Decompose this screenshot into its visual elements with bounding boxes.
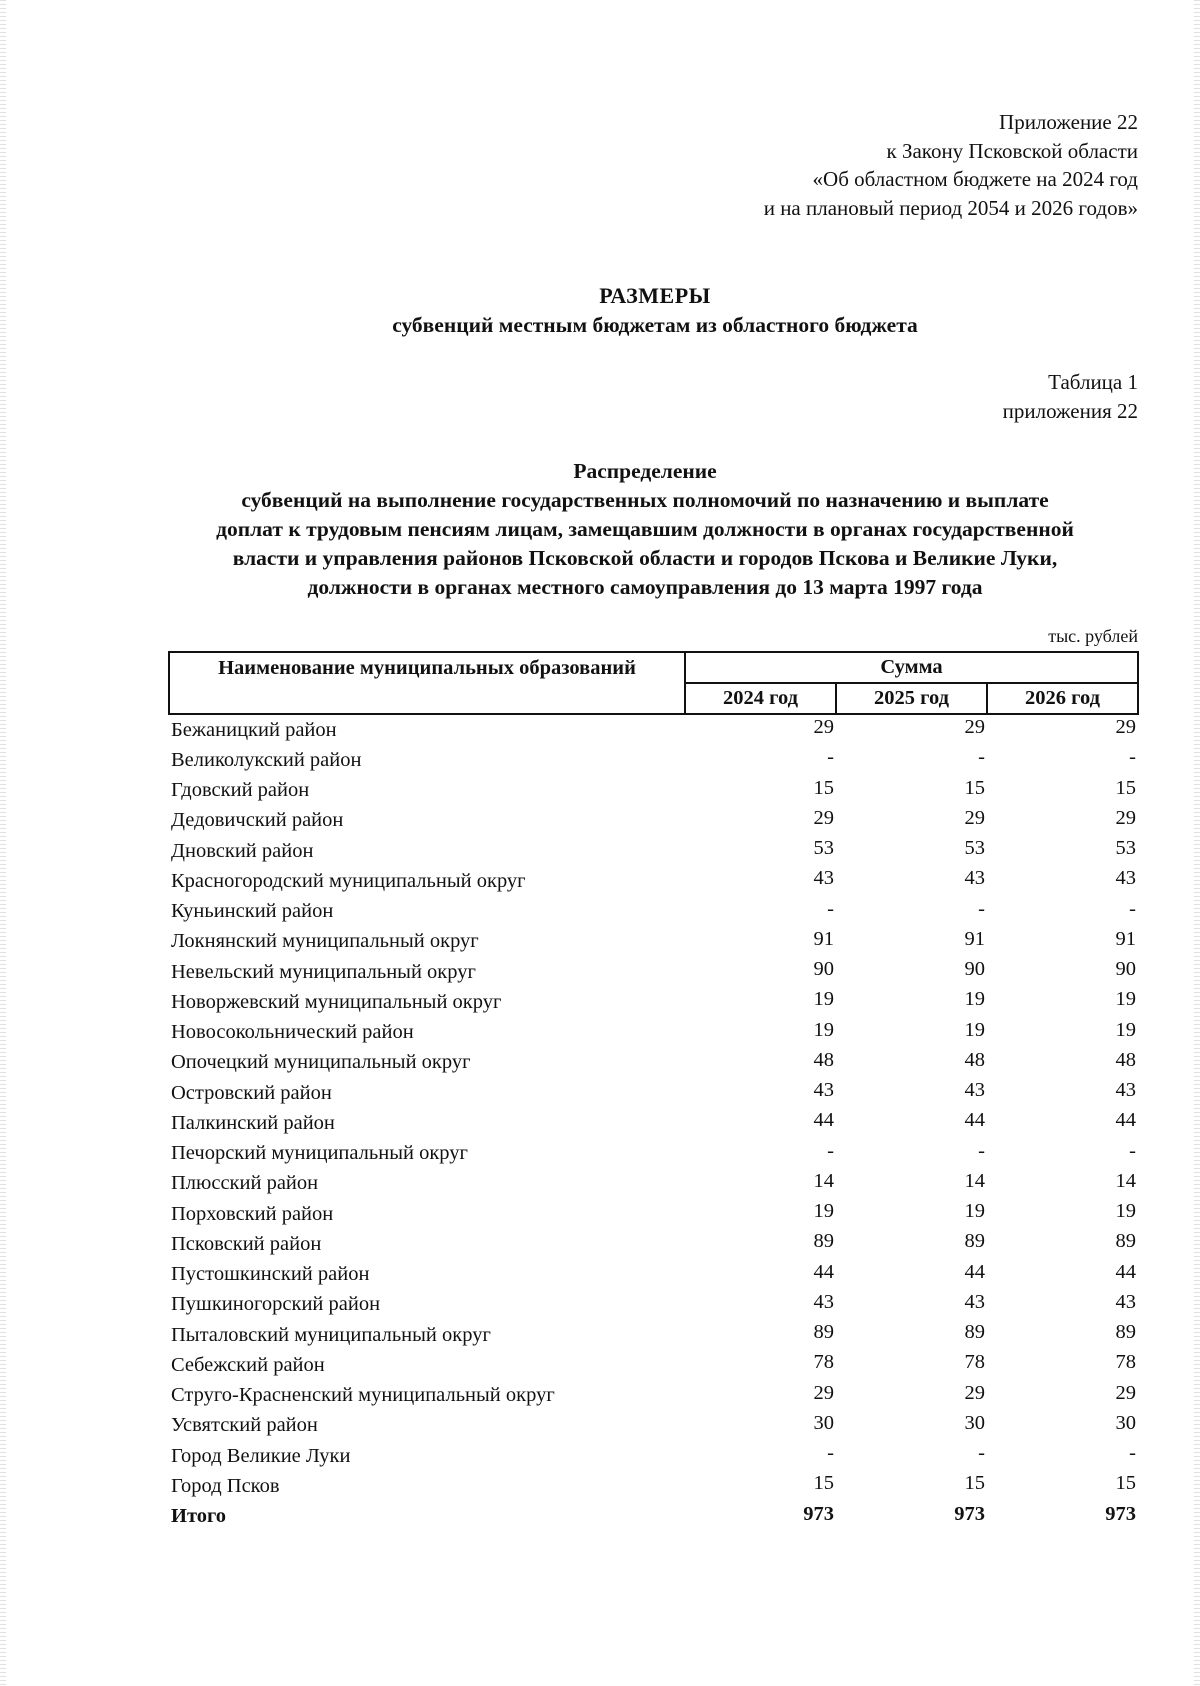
row-value-2026: 29 <box>1115 1381 1136 1404</box>
table-row <box>169 1199 1138 1229</box>
row-value-2024: 19 <box>813 988 834 1011</box>
table-row <box>169 1139 1138 1169</box>
row-value-2024: 90 <box>813 958 834 980</box>
table-row <box>169 1229 1138 1259</box>
row-value-2024: 91 <box>813 927 834 950</box>
table-total-row <box>169 1502 1138 1532</box>
row-value-2026: - <box>1129 897 1136 920</box>
row-value-2025: 14 <box>964 1169 985 1192</box>
row-value-2026: 44 <box>1115 1260 1136 1283</box>
row-value-2024: 43 <box>813 1079 834 1101</box>
distribution-heading <box>150 457 1140 602</box>
table-reference <box>1003 368 1138 425</box>
row-value-2026: 89 <box>1115 1321 1136 1343</box>
appendix-line-1: Приложение 22 <box>999 110 1138 134</box>
row-name: Опочецкий муниципальный округ <box>171 1051 471 1074</box>
row-name: Куньинский район <box>171 900 334 923</box>
row-value-2025: 15 <box>964 1472 985 1495</box>
row-value-2026: 14 <box>1115 1169 1136 1192</box>
table-row <box>169 714 1138 745</box>
row-value-2024: 43 <box>813 1290 834 1313</box>
table-ref-line-1: Таблица 1 <box>1048 370 1138 394</box>
row-value-2024: 48 <box>813 1048 834 1071</box>
row-value-2025: 15 <box>964 776 985 799</box>
row-value-2025: - <box>978 1139 985 1162</box>
total-value-2026: 973 <box>1105 1502 1136 1525</box>
row-value-2026: 90 <box>1115 958 1136 980</box>
row-value-2024: 89 <box>813 1230 834 1253</box>
row-value-2024: 29 <box>813 716 834 738</box>
row-value-2024: - <box>827 746 834 769</box>
row-value-2026: 53 <box>1115 837 1136 859</box>
row-value-2025: 43 <box>964 1290 985 1313</box>
appendix-reference <box>764 108 1138 222</box>
row-value-2026: 29 <box>1115 806 1136 829</box>
appendix-line-3: «Об областном бюджете на 2024 год <box>812 167 1138 191</box>
row-value-2025: 44 <box>964 1109 985 1132</box>
row-name: Локнянский муниципальный округ <box>171 930 479 953</box>
row-value-2024: 30 <box>813 1411 834 1434</box>
row-name: Гдовский район <box>171 779 310 802</box>
row-name: Палкинский район <box>171 1111 335 1134</box>
row-value-2025: 30 <box>964 1411 985 1434</box>
scan-edge-left <box>0 0 6 1686</box>
row-name: Невельский муниципальный округ <box>171 960 476 983</box>
appendix-line-4: и на плановый период 2054 и 2026 годов» <box>763 195 1138 220</box>
row-value-2025: 29 <box>964 806 985 829</box>
row-value-2025: 44 <box>964 1260 985 1283</box>
row-name: Город Псков <box>171 1474 280 1497</box>
header-municipality: Наименование муниципальных образований <box>169 652 685 714</box>
row-value-2024: 44 <box>813 1109 834 1132</box>
row-value-2024: 15 <box>813 776 834 799</box>
row-value-2026: 78 <box>1115 1351 1136 1374</box>
row-value-2025: - <box>978 1442 985 1464</box>
row-name: Дедовичский район <box>171 809 344 832</box>
row-name: Великолукский район <box>171 748 362 771</box>
total-value-2025: 973 <box>954 1502 985 1525</box>
row-value-2024: 29 <box>813 1381 834 1404</box>
table-row <box>169 1018 1138 1048</box>
row-value-2025: 89 <box>964 1230 985 1253</box>
row-name: Новосокольнический район <box>171 1021 414 1044</box>
row-value-2025: 29 <box>964 716 985 738</box>
table-row <box>169 1441 1138 1471</box>
table-row <box>169 1411 1138 1441</box>
row-value-2024: - <box>827 1442 834 1464</box>
row-value-2026: 91 <box>1115 927 1136 950</box>
total-label: Итого <box>171 1505 227 1528</box>
table-row <box>169 957 1138 987</box>
header-year-2025: 2025 год <box>836 683 987 714</box>
row-value-2025: 78 <box>964 1351 985 1374</box>
row-name: Псковский район <box>171 1232 322 1255</box>
table-row <box>169 927 1138 957</box>
row-value-2025: 89 <box>964 1321 985 1343</box>
distribution-line-2: субвенций на выполнение государственных полномочий по назначению и выплате <box>241 488 1049 512</box>
table-header-row <box>169 652 1138 683</box>
row-value-2026: 19 <box>1115 988 1136 1011</box>
row-value-2024: 19 <box>813 1018 834 1041</box>
table-row <box>169 1048 1138 1078</box>
row-value-2026: 15 <box>1115 1472 1136 1495</box>
row-value-2025: 53 <box>964 837 985 859</box>
table-row <box>169 776 1138 806</box>
subvention-table <box>168 651 1139 1532</box>
row-value-2025: 43 <box>964 1079 985 1101</box>
table-row <box>169 1108 1138 1138</box>
row-value-2026: 19 <box>1115 1018 1136 1041</box>
row-name: Печорский муниципальный округ <box>171 1142 468 1165</box>
row-value-2025: 19 <box>964 988 985 1011</box>
row-value-2025: 91 <box>964 927 985 950</box>
distribution-line-3: доплат к трудовым пенсиям лицам, замещавшим должности в органах государственной <box>216 517 1074 541</box>
row-value-2024: 78 <box>813 1351 834 1374</box>
row-value-2025: 19 <box>964 1200 985 1222</box>
row-name: Пыталовский муниципальный округ <box>171 1323 491 1346</box>
row-value-2026: - <box>1129 746 1136 769</box>
appendix-line-2: к Закону Псковской области <box>886 138 1138 163</box>
table-row <box>169 987 1138 1017</box>
table-row <box>169 1078 1138 1108</box>
row-value-2026: - <box>1129 1139 1136 1162</box>
row-name: Струго-Красненский муниципальный округ <box>171 1384 555 1407</box>
row-value-2024: 29 <box>813 806 834 829</box>
row-value-2026: - <box>1129 1442 1136 1464</box>
row-name: Бежаницкий район <box>171 718 337 741</box>
row-value-2025: - <box>978 897 985 920</box>
units-label: тыс. рублей <box>1048 626 1138 646</box>
table-row <box>169 806 1138 836</box>
table-row <box>169 1320 1138 1350</box>
row-name: Порховский район <box>171 1202 334 1225</box>
distribution-line-1: Распределение <box>573 459 717 483</box>
row-name: Себежский район <box>171 1353 325 1376</box>
row-value-2025: 90 <box>964 958 985 980</box>
row-value-2026: 43 <box>1115 867 1136 890</box>
table-row <box>169 1290 1138 1320</box>
row-name: Островский район <box>171 1081 332 1104</box>
row-value-2024: 19 <box>813 1200 834 1222</box>
row-value-2026: 43 <box>1115 1290 1136 1313</box>
row-value-2026: 29 <box>1115 716 1136 738</box>
table-row <box>169 866 1138 896</box>
row-value-2026: 44 <box>1115 1109 1136 1132</box>
row-value-2026: 15 <box>1115 776 1136 799</box>
table-ref-line-2: приложения 22 <box>1002 398 1138 423</box>
row-value-2026: 19 <box>1115 1200 1136 1222</box>
row-value-2024: - <box>827 1139 834 1162</box>
table-row <box>169 1260 1138 1290</box>
row-value-2026: 48 <box>1115 1048 1136 1071</box>
row-value-2025: 19 <box>964 1018 985 1041</box>
table-row <box>169 897 1138 927</box>
row-value-2025: 29 <box>964 1381 985 1404</box>
header-sum: Сумма <box>685 652 1138 683</box>
table-row <box>169 1381 1138 1411</box>
row-value-2024: 89 <box>813 1321 834 1343</box>
distribution-line-5: должности в органах местного самоуправления до 13 марта 1997 года <box>307 575 983 599</box>
total-value-2024: 973 <box>803 1502 834 1525</box>
header-year-2026: 2026 год <box>987 683 1138 714</box>
header-year-2024: 2024 год <box>685 683 836 714</box>
row-value-2025: - <box>978 746 985 769</box>
row-value-2024: 53 <box>813 837 834 859</box>
row-value-2024: 43 <box>813 867 834 890</box>
row-value-2024: 15 <box>813 1472 834 1495</box>
table-row <box>169 1471 1138 1501</box>
row-value-2024: 44 <box>813 1260 834 1283</box>
row-value-2026: 89 <box>1115 1230 1136 1253</box>
row-value-2025: 48 <box>964 1048 985 1071</box>
table-row <box>169 1350 1138 1380</box>
table-row <box>169 745 1138 775</box>
row-name: Новоржевский муниципальный округ <box>171 990 502 1013</box>
row-name: Пустошкинский район <box>171 1263 370 1286</box>
scan-edge-right <box>1194 0 1200 1686</box>
table-row <box>169 1169 1138 1199</box>
row-name: Пушкиногорский район <box>171 1293 381 1316</box>
distribution-line-4: власти и управления районов Псковской области и городов Пскова и Великие Луки, <box>232 546 1058 570</box>
row-name: Усвятский район <box>171 1414 318 1437</box>
row-value-2026: 43 <box>1115 1079 1136 1101</box>
document-title: РАЗМЕРЫ <box>599 283 711 308</box>
row-value-2024: 14 <box>813 1169 834 1192</box>
table-body <box>169 714 1138 1532</box>
table-row <box>169 836 1138 866</box>
row-name: Дновский район <box>171 839 314 862</box>
row-name: Город Великие Луки <box>171 1444 351 1467</box>
row-value-2026: 30 <box>1115 1411 1136 1434</box>
row-name: Красногородский муниципальный округ <box>171 869 526 892</box>
row-value-2025: 43 <box>964 867 985 890</box>
document-subtitle: субвенций местным бюджетам из областного бюджета <box>392 313 918 337</box>
row-value-2024: - <box>827 897 834 920</box>
row-name: Плюсский район <box>171 1172 319 1195</box>
